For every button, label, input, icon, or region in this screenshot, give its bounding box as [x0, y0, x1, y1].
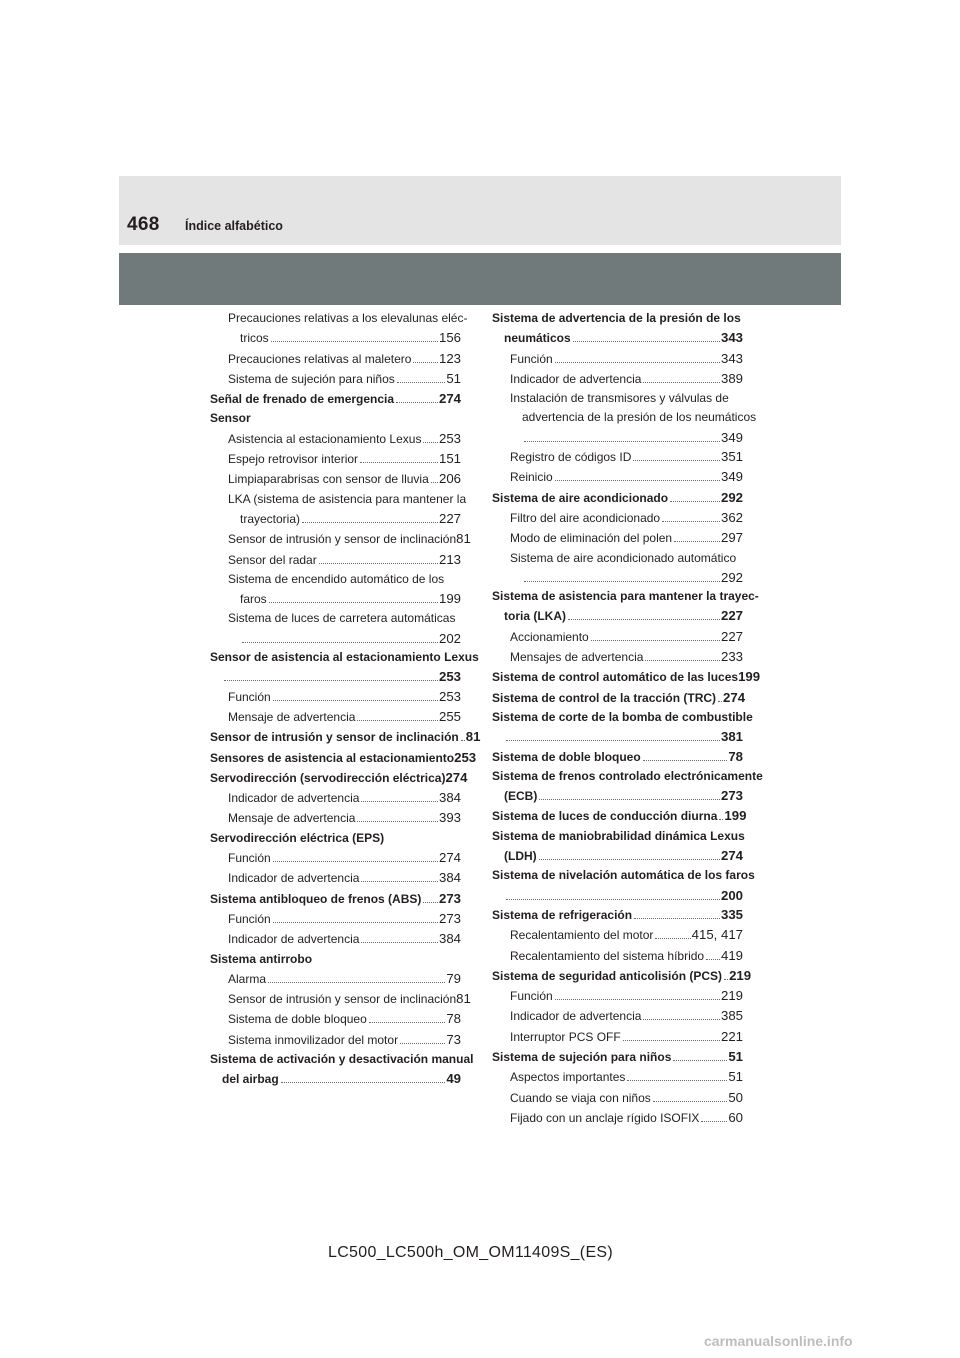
entry-continuation-row — [492, 886, 743, 905]
entry-text: Sistema de maniobrabilidad dinámica Lexus — [492, 828, 745, 843]
index-subentry — [210, 969, 461, 989]
page-reference: 393 — [438, 810, 461, 826]
dot-leader — [302, 522, 438, 523]
page-reference: 362 — [720, 509, 743, 525]
entry-text-continued: advertencia de la presión de los neumáticos — [522, 410, 757, 425]
section-title: Índice alfabético — [185, 219, 283, 233]
entry-text: Instalación de transmisores y válvulas de — [510, 391, 729, 406]
page-reference: 389 — [720, 370, 743, 386]
entry-text: LKA (sistema de asistencia para mantener la — [228, 491, 467, 506]
entry-text: Sensor de asistencia al estacionamiento Lexus — [210, 650, 479, 665]
entry-continuation-row — [210, 667, 461, 686]
page-reference: 292 — [720, 489, 743, 505]
index-subentry — [492, 447, 743, 467]
index-entry — [210, 768, 468, 788]
entry-text: Sistema de nivelación automática de los faros — [492, 868, 755, 883]
index-entry — [492, 966, 752, 986]
index-subentry — [492, 369, 743, 389]
entry-text: Limpiaparabrisas con sensor de lluvia — [228, 472, 429, 487]
entry-text: Sensores de asistencia al estacionamiento — [210, 750, 455, 765]
entry-text: Sistema antirrobo — [210, 951, 313, 966]
entry-continuation-row — [228, 328, 461, 348]
entry-text: Modo de eliminación del polen — [510, 531, 673, 546]
dot-leader — [634, 918, 720, 919]
entry-text: Sistema de luces de carretera automáticas — [228, 611, 456, 626]
index-entry — [492, 767, 763, 807]
entry-text: Sistema de aire acondicionado — [492, 490, 669, 505]
entry-text: Indicador de advertencia — [510, 371, 642, 386]
dot-leader — [361, 801, 438, 802]
entry-text: Aspectos importantes — [510, 1070, 626, 1085]
index-subentry — [210, 788, 461, 808]
dot-leader — [431, 482, 438, 483]
index-subentry — [210, 469, 461, 489]
entry-text: Sistema de control automático de las luces — [492, 670, 739, 685]
dot-leader — [724, 979, 728, 980]
dot-leader — [653, 1101, 728, 1102]
page-reference: 78 — [446, 1011, 461, 1027]
page-reference: 385 — [720, 1008, 743, 1024]
dot-leader — [400, 1043, 445, 1044]
index-subentry — [210, 989, 471, 1009]
index-subentry — [210, 687, 461, 707]
entry-text: Sistema de advertencia de la presión de los — [492, 311, 741, 325]
dot-leader — [397, 382, 446, 383]
dot-leader — [506, 899, 720, 900]
index-subentry — [492, 508, 743, 528]
entry-text: Servodirección eléctrica (EPS) — [210, 830, 385, 845]
dot-leader — [396, 402, 438, 403]
page-reference: 415, 417 — [691, 927, 743, 943]
entry-text-continued: (ECB) — [504, 789, 538, 804]
index-column-right — [492, 309, 763, 1128]
entry-continuation-row — [510, 428, 743, 447]
entry-text: Reinicio — [510, 470, 553, 485]
entry-text: Servodirección (servodirección eléctrica) — [210, 770, 446, 785]
index-subentry — [492, 647, 743, 667]
index-subentry — [492, 349, 743, 369]
index-entry — [210, 648, 479, 687]
page-reference: 343 — [720, 350, 743, 366]
dot-leader — [524, 581, 720, 582]
dot-leader — [643, 1019, 720, 1020]
entry-text: Interruptor PCS OFF — [510, 1029, 621, 1044]
page-reference: 227 — [438, 510, 461, 526]
dot-leader — [319, 563, 438, 564]
page-reference: 219 — [720, 988, 743, 1004]
page-reference: 49 — [446, 1071, 461, 1087]
dot-leader — [242, 642, 438, 643]
page-reference: 78 — [728, 748, 743, 764]
dot-leader — [633, 460, 720, 461]
dot-leader — [413, 362, 438, 363]
entry-text: Espejo retrovisor interior — [228, 452, 359, 467]
dot-leader — [573, 341, 720, 342]
dot-leader — [718, 701, 722, 702]
index-subentry — [210, 868, 461, 888]
page-reference: 349 — [720, 469, 743, 485]
page-reference: 51 — [446, 370, 461, 386]
index-subentry — [210, 570, 461, 610]
dot-leader — [506, 740, 720, 741]
entry-continuation-row — [492, 328, 743, 348]
dot-leader — [555, 480, 720, 481]
page-reference: 274 — [723, 689, 746, 705]
entry-text: Indicador de advertencia — [228, 871, 360, 886]
entry-text: Sensor de intrusión y sensor de inclinación — [210, 730, 459, 745]
entry-text: Sensor del radar — [228, 552, 317, 567]
entry-text: Indicador de advertencia — [228, 932, 360, 947]
index-entry — [210, 950, 461, 969]
page-reference: 274 — [438, 391, 461, 407]
dot-leader — [670, 501, 720, 502]
index-subentry — [492, 627, 743, 647]
index-subentry — [210, 929, 461, 949]
entry-continuation-row — [492, 846, 743, 866]
entry-text: Sistema de encendido automático de los — [228, 571, 445, 586]
entry-text-continued: tricos — [240, 331, 269, 346]
entry-text: Sistema de activación y desactivación manual — [210, 1051, 474, 1066]
index-entry — [492, 708, 753, 747]
page-reference: 51 — [728, 1069, 743, 1085]
entry-text: Precauciones relativas a los elevalunas eléc- — [228, 311, 468, 325]
index-entry — [492, 688, 746, 708]
entry-text: Mensajes de advertencia — [510, 650, 644, 665]
page-reference: 81 — [456, 531, 471, 547]
index-subentry — [210, 449, 461, 469]
index-subentry — [210, 490, 467, 530]
entry-text: Sistema de seguridad anticolisión (PCS) — [492, 968, 723, 983]
dot-leader — [623, 1040, 720, 1041]
index-subentry — [210, 529, 471, 549]
index-subentry — [210, 909, 461, 929]
page-reference: 384 — [438, 790, 461, 806]
page-reference: 79 — [446, 970, 461, 986]
entry-text: Accionamiento — [510, 629, 589, 644]
index-entry — [492, 667, 761, 687]
entry-text-continued: faros — [240, 592, 267, 607]
section-banner — [119, 253, 841, 305]
page-reference: 50 — [728, 1089, 743, 1105]
index-entry — [492, 827, 743, 867]
dot-leader — [539, 859, 720, 860]
dot-leader — [357, 821, 438, 822]
index-subentry — [492, 528, 743, 548]
index-subentry — [492, 925, 743, 945]
page-reference: 419 — [720, 947, 743, 963]
page-reference: 199 — [438, 591, 461, 607]
dot-leader — [461, 740, 465, 741]
page-reference: 123 — [438, 350, 461, 366]
index-entry — [492, 747, 743, 767]
dot-leader — [269, 602, 438, 603]
page-reference: 297 — [720, 530, 743, 546]
page-reference: 274 — [720, 848, 743, 864]
page-reference: 199 — [738, 669, 761, 685]
page-reference: 384 — [438, 870, 461, 886]
entry-text: Sistema de aire acondicionado automático — [510, 550, 737, 565]
dot-leader — [361, 942, 438, 943]
index-subentry — [210, 1009, 461, 1029]
page-reference: 227 — [720, 628, 743, 644]
dot-leader — [662, 521, 720, 522]
entry-text-continued: trayectoria) — [240, 511, 301, 526]
page-reference: 81 — [465, 729, 481, 745]
index-subentry — [210, 1030, 461, 1050]
index-entry — [492, 488, 743, 508]
dot-leader — [706, 959, 720, 960]
dot-leader — [357, 720, 438, 721]
entry-text: Indicador de advertencia — [510, 1009, 642, 1024]
dot-leader — [643, 760, 728, 761]
entry-text: Sistema de refrigeración — [492, 907, 633, 922]
entry-continuation-row — [228, 629, 461, 648]
page-reference: 335 — [720, 906, 743, 922]
header-band — [119, 176, 841, 245]
index-entry — [210, 727, 481, 747]
index-subentry — [210, 429, 461, 449]
index-entry — [492, 866, 755, 905]
entry-text: Sistema inmovilizador del motor — [228, 1032, 399, 1047]
index-subentry — [492, 986, 743, 1006]
entry-text: Mensaje de advertencia — [228, 811, 356, 826]
dot-leader — [369, 1022, 446, 1023]
dot-leader — [361, 881, 438, 882]
dot-leader — [555, 999, 720, 1000]
index-subentry — [492, 1006, 743, 1026]
page-reference: 274 — [438, 850, 461, 866]
index-subentry — [210, 609, 461, 648]
dot-leader — [268, 982, 445, 983]
dot-leader — [524, 441, 720, 442]
page-reference: 233 — [720, 649, 743, 665]
entry-text: Sistema de luces de conducción diurna — [492, 809, 718, 824]
document-code: LC500_LC500h_OM_OM11409S_(ES) — [328, 1244, 614, 1261]
entry-text: Función — [228, 851, 271, 866]
dot-leader — [655, 938, 690, 939]
entry-text: Precauciones relativas al maletero — [228, 351, 412, 366]
entry-continuation-row — [510, 568, 743, 587]
dot-leader — [555, 362, 720, 363]
dot-leader — [281, 1082, 446, 1083]
entry-text: Sensor de intrusión y sensor de inclinación — [228, 532, 457, 547]
page-reference: 156 — [438, 330, 461, 346]
entry-text: Función — [228, 911, 271, 926]
dot-leader — [591, 640, 720, 641]
entry-text: Sistema de frenos controlado electrónicamente — [492, 768, 763, 783]
entry-text: Alarma — [228, 971, 267, 986]
page-reference: 253 — [454, 749, 477, 765]
entry-text: Señal de frenado de emergencia — [210, 392, 395, 407]
entry-text: Sensor de intrusión y sensor de inclinación — [228, 992, 457, 1007]
entry-text: Sistema de doble bloqueo — [228, 1012, 367, 1027]
entry-text-continued: toria (LKA) — [504, 609, 566, 624]
entry-text: Función — [510, 351, 553, 366]
entry-text: Registro de códigos ID — [510, 450, 632, 465]
entry-text: Mensaje de advertencia — [228, 709, 356, 724]
page-reference: 81 — [456, 991, 471, 1007]
entry-text: Sistema de asistencia para mantener la trayec- — [492, 589, 759, 604]
index-subentry — [492, 467, 743, 487]
page-reference: 219 — [729, 967, 752, 983]
dot-leader — [643, 382, 720, 383]
page-reference: 274 — [445, 769, 468, 785]
page-reference: 273 — [438, 890, 461, 906]
dot-leader — [673, 1060, 727, 1061]
index-subentry — [210, 808, 461, 828]
dot-leader — [645, 660, 720, 661]
entry-text: Cuando se viaja con niños — [510, 1090, 651, 1105]
index-subentry — [210, 550, 461, 570]
dot-leader — [674, 541, 720, 542]
entry-continuation-row — [492, 606, 743, 626]
page-reference: 213 — [438, 551, 461, 567]
index-entry — [492, 905, 743, 925]
page-reference: 273 — [720, 788, 743, 804]
dot-leader — [423, 902, 438, 903]
index-entry — [492, 806, 747, 826]
index-entry — [492, 309, 743, 349]
page-reference: 381 — [720, 729, 743, 745]
index-entry — [492, 1047, 743, 1067]
index-entry — [210, 389, 461, 409]
page-reference: 221 — [720, 1028, 743, 1044]
page-reference: 51 — [728, 1048, 743, 1064]
dot-leader — [224, 680, 438, 681]
entry-text: Sistema antibloqueo de frenos (ABS) — [210, 891, 422, 906]
dot-leader — [273, 861, 438, 862]
entry-text: Fijado con un anclaje rígido ISOFIX — [510, 1110, 700, 1125]
index-entry — [210, 829, 461, 848]
entry-text: Sistema de doble bloqueo — [492, 749, 641, 764]
page-reference: 292 — [720, 569, 743, 585]
page-reference: 151 — [438, 451, 461, 467]
page-reference: 349 — [720, 429, 743, 445]
entry-text-continued: neumáticos — [504, 331, 571, 346]
entry-text: Sensor — [210, 411, 251, 426]
page-reference: 206 — [438, 471, 461, 487]
index-subentry — [492, 1108, 743, 1128]
index-entry — [492, 587, 759, 627]
index-subentry — [492, 389, 757, 447]
index-subentry — [492, 946, 743, 966]
page-number: 468 — [127, 214, 160, 235]
entry-continuation-row — [228, 589, 461, 609]
page-reference: 384 — [438, 931, 461, 947]
index-entry — [210, 1050, 474, 1090]
entry-continuation-row — [228, 509, 461, 529]
page-reference: 202 — [438, 630, 461, 646]
entry-text: Sistema de control de la tracción (TRC) — [492, 690, 717, 705]
watermark: carmanualsonline.info — [704, 1333, 853, 1349]
index-subentry — [492, 549, 743, 588]
dot-leader — [423, 442, 438, 443]
page-reference: 351 — [720, 449, 743, 465]
index-subentry — [210, 848, 461, 868]
page-reference: 273 — [438, 910, 461, 926]
entry-text-continued: del airbag — [222, 1072, 279, 1087]
entry-text: Indicador de advertencia — [228, 791, 360, 806]
entry-text: Sistema de corte de la bomba de combustible — [492, 709, 753, 724]
entry-text: Función — [228, 689, 271, 704]
index-entry — [210, 748, 477, 768]
entry-text: Sistema de sujeción para niños — [228, 371, 395, 386]
dot-leader — [568, 619, 720, 620]
page-reference: 255 — [438, 708, 461, 724]
page-reference: 253 — [438, 669, 461, 685]
dot-leader — [719, 819, 723, 820]
entry-continuation-row — [210, 1069, 461, 1089]
entry-continuation-row — [492, 786, 743, 806]
index-subentry — [492, 1027, 743, 1047]
page-reference: 253 — [438, 430, 461, 446]
index-subentry — [492, 1088, 743, 1108]
dot-leader — [273, 922, 438, 923]
index-subentry — [210, 707, 461, 727]
index-entry — [210, 889, 461, 909]
page-reference: 60 — [728, 1109, 743, 1125]
dot-leader — [360, 462, 438, 463]
page-reference: 343 — [720, 330, 743, 346]
entry-text: Recalentamiento del sistema híbrido — [510, 948, 705, 963]
page-reference: 199 — [724, 808, 747, 824]
dot-leader — [627, 1080, 727, 1081]
entry-text: Asistencia al estacionamiento Lexus — [228, 431, 422, 446]
dot-leader — [271, 341, 438, 342]
entry-text: Sistema de sujeción para niños — [492, 1049, 672, 1064]
index-subentry — [210, 369, 461, 389]
index-column-left — [210, 309, 481, 1090]
page-reference: 200 — [720, 887, 743, 903]
dot-leader — [701, 1121, 727, 1122]
dot-leader — [273, 700, 438, 701]
entry-text: Filtro del aire acondicionado — [510, 510, 661, 525]
index-subentry — [210, 349, 461, 369]
entry-text-continued: (LDH) — [504, 849, 537, 864]
index-subentry — [210, 309, 468, 349]
index-subentry — [492, 1067, 743, 1087]
entry-continuation-row — [492, 727, 743, 746]
page-reference: 73 — [446, 1031, 461, 1047]
page-reference: 227 — [720, 608, 743, 624]
page-reference: 253 — [438, 688, 461, 704]
dot-leader — [539, 799, 720, 800]
entry-text: Recalentamiento del motor — [510, 928, 654, 943]
index-entry — [210, 409, 461, 428]
entry-text: Función — [510, 989, 553, 1004]
